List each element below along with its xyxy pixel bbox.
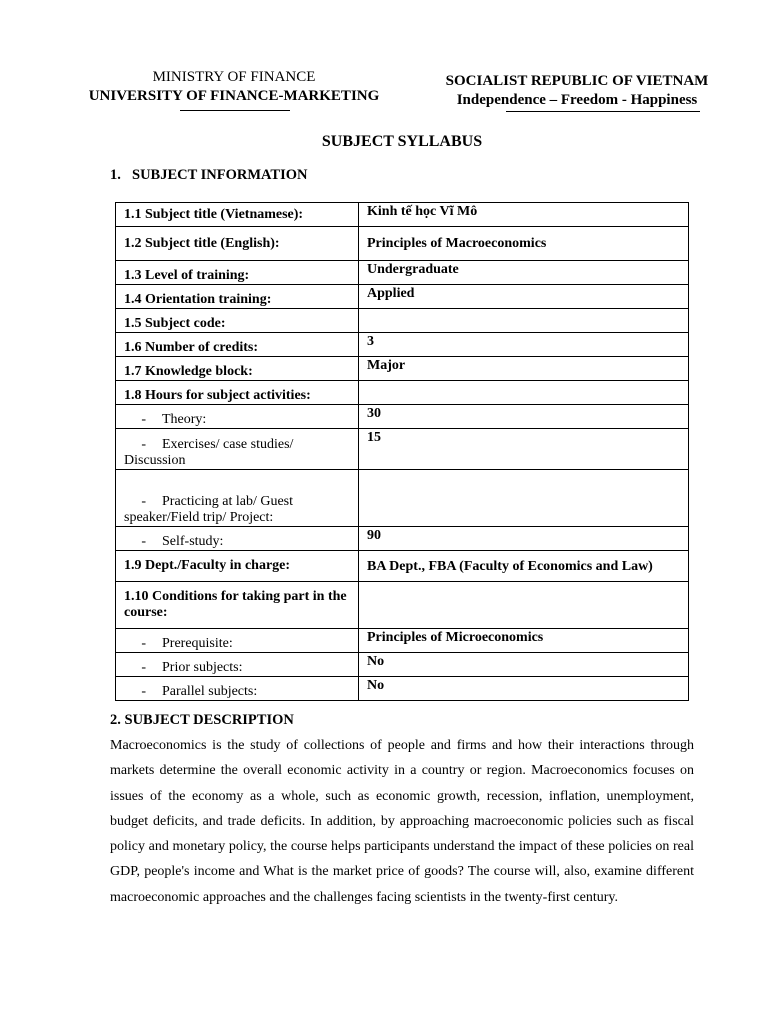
table-row <box>116 357 689 381</box>
row-label: 1.3 Level of training: <box>116 261 359 285</box>
row-label: 1.8 Hours for subject activities: <box>116 381 359 405</box>
table-row <box>116 429 689 470</box>
table-row <box>116 677 689 701</box>
row-label: Practicing at lab/ Guest speaker/Field trip/ Project: <box>124 494 294 525</box>
row-value: 15 <box>359 429 689 470</box>
table-row <box>116 227 689 261</box>
bullet-dash: - <box>141 636 146 651</box>
row-label-cell <box>116 470 359 527</box>
row-label: 1.5 Subject code: <box>116 309 359 333</box>
row-value: 3 <box>359 333 689 357</box>
table-row <box>116 381 689 405</box>
section-1-number: 1. <box>110 167 121 183</box>
table-row <box>116 261 689 285</box>
section-1-title: SUBJECT INFORMATION <box>132 167 308 183</box>
header-left-rule <box>180 110 290 111</box>
section-2-heading: 2. SUBJECT DESCRIPTION <box>110 712 294 728</box>
table-row <box>116 629 689 653</box>
university-name: UNIVERSITY OF FINANCE-MARKETING <box>88 88 380 104</box>
table-row <box>116 582 689 629</box>
row-value: Principles of Microeconomics <box>359 629 689 653</box>
table-row <box>116 285 689 309</box>
row-value: Undergraduate <box>359 261 689 285</box>
row-value: BA Dept., FBA (Faculty of Economics and Law) <box>359 551 689 582</box>
table-row <box>116 653 689 677</box>
table-row <box>116 309 689 333</box>
bullet-dash: - <box>141 412 146 427</box>
table-row <box>116 203 689 227</box>
row-label-cell <box>116 677 359 701</box>
row-label: 1.7 Knowledge block: <box>116 357 359 381</box>
row-label-cell <box>116 653 359 677</box>
row-label-cell <box>116 429 359 470</box>
row-label: 1.4 Orientation training: <box>116 285 359 309</box>
row-label: Exercises/ case studies/ Discussion <box>124 437 294 468</box>
row-value <box>359 381 689 405</box>
section-1-heading <box>110 167 308 184</box>
bullet-dash: - <box>141 437 146 452</box>
bullet-dash: - <box>141 534 146 549</box>
row-value: Applied <box>359 285 689 309</box>
header-right <box>418 72 736 110</box>
row-label: Prior subjects: <box>162 660 243 675</box>
row-value: Major <box>359 357 689 381</box>
row-value: Kinh tế học Vĩ Mô <box>359 203 689 227</box>
subject-info-table <box>115 202 689 701</box>
row-value: Principles of Macroeconomics <box>359 227 689 261</box>
row-value <box>359 582 689 629</box>
row-label: 1.2 Subject title (English): <box>116 227 359 261</box>
table-row <box>116 551 689 582</box>
document-title: SUBJECT SYLLABUS <box>321 133 483 150</box>
bullet-dash: - <box>141 494 146 509</box>
row-label-cell <box>116 405 359 429</box>
subject-description: Macroeconomics is the study of collections of people and firms and how their interactions through markets determine the overall economic activity in a country or region. Macroeconomics focuses on issues of the economy as a whole, such as economic growth, recession, inflation, unemployment, budget deficits, and trade deficits. In addition, by approaching macroeconomic policies such as fiscal policy and monetary policy, the course helps participants understand the impact of these policies on real GDP, people's income and What is the market price of goods? The course will, also, examine different macroeconomic approaches and the challenges facing scientists in the twenty-first century. <box>110 738 694 905</box>
bullet-dash: - <box>141 660 146 675</box>
row-label: Self-study: <box>162 534 224 549</box>
national-motto: Independence – Freedom - Happiness <box>456 92 698 108</box>
row-label: 1.6 Number of credits: <box>116 333 359 357</box>
row-label: 1.10 Conditions for taking part in the course: <box>116 582 359 629</box>
row-value <box>359 309 689 333</box>
header-left <box>60 68 408 106</box>
row-label-cell <box>116 527 359 551</box>
row-value <box>359 470 689 527</box>
ministry-name: MINISTRY OF FINANCE <box>152 69 316 85</box>
row-label: Prerequisite: <box>162 636 233 651</box>
table-row <box>116 333 689 357</box>
row-value: No <box>359 677 689 701</box>
row-label: 1.1 Subject title (Vietnamese): <box>116 203 359 227</box>
table-row <box>116 405 689 429</box>
row-label: 1.9 Dept./Faculty in charge: <box>116 551 359 582</box>
row-label-cell <box>116 629 359 653</box>
country-name: SOCIALIST REPUBLIC OF VIETNAM <box>445 73 709 89</box>
table-row <box>116 470 689 527</box>
row-value: 30 <box>359 405 689 429</box>
row-label: Parallel subjects: <box>162 684 258 699</box>
table-row <box>116 527 689 551</box>
row-value: 90 <box>359 527 689 551</box>
row-value: No <box>359 653 689 677</box>
bullet-dash: - <box>141 684 146 699</box>
row-label: Theory: <box>162 412 207 427</box>
header-right-rule <box>506 111 700 112</box>
